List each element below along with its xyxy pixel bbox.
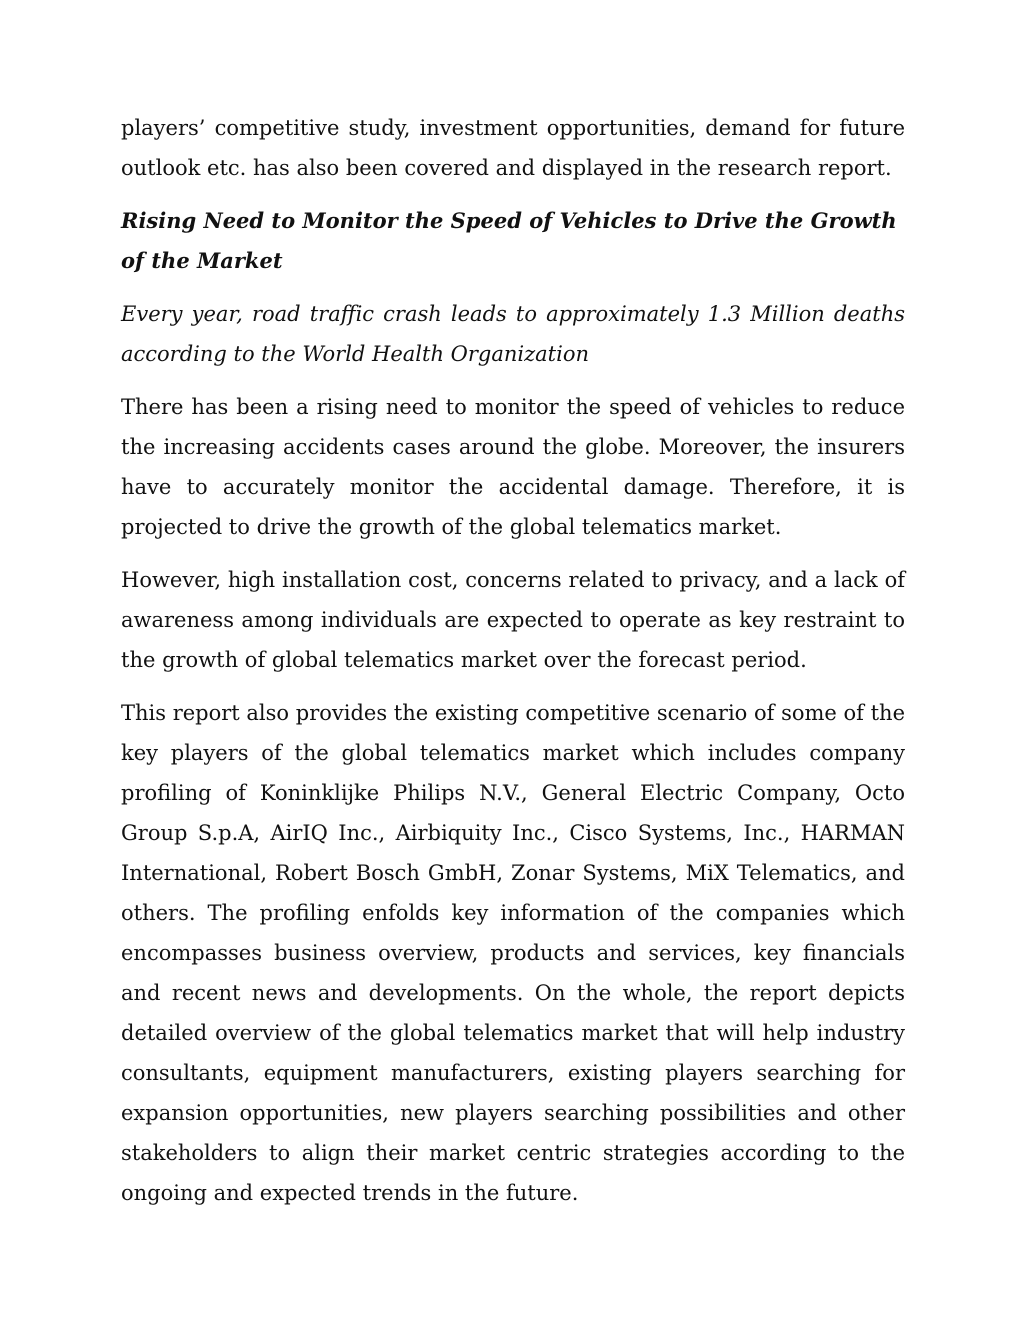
body-paragraph-2: However, high installation cost, concerns related to privacy, and a lack of awareness among individuals are expected to operate as key restraint to the growth of global telematics market over the forecast period. [121, 568, 905, 672]
document-page [121, 108, 905, 1226]
section-heading: Rising Need to Monitor the Speed of Vehicles to Drive the Growth of the Market [121, 208, 897, 273]
intro-paragraph: players’ competitive study, investment opportunities, demand for future outlook etc. has also been covered and displayed in the research report. [121, 116, 905, 180]
body-paragraph-1: There has been a rising need to monitor the speed of vehicles to reduce the increasing accidents cases around the globe. Moreover, the insurers have to accurately monitor the accidental damage. Therefore, it is projected to drive the growth of the global telematics market. [121, 395, 905, 539]
body-paragraph-3: This report also provides the existing competitive scenario of some of the key players of the global telematics market which includes company profiling of Koninklijke Philips N.V., General Electric Company, Octo Group S.p.A, AirIQ Inc., Airbiquity Inc., Cisco Systems, Inc., HARMAN International, Robert Bosch GmbH, Zonar Systems, MiX Telematics, and others. The profiling enfolds key information of the companies which encompasses business overview, products and services, key financials and recent news and developments. On the whole, the report depicts detailed overview of the global telematics market that will help industry consultants, equipment manufacturers, existing players searching for expansion opportunities, new players searching possibilities and other stakeholders to align their market centric strategies according to the ongoing and expected trends in the future. [121, 701, 905, 1205]
italic-statement: Every year, road traffic crash leads to approximately 1.3 Million deaths according to the World Health Organization [121, 302, 905, 366]
